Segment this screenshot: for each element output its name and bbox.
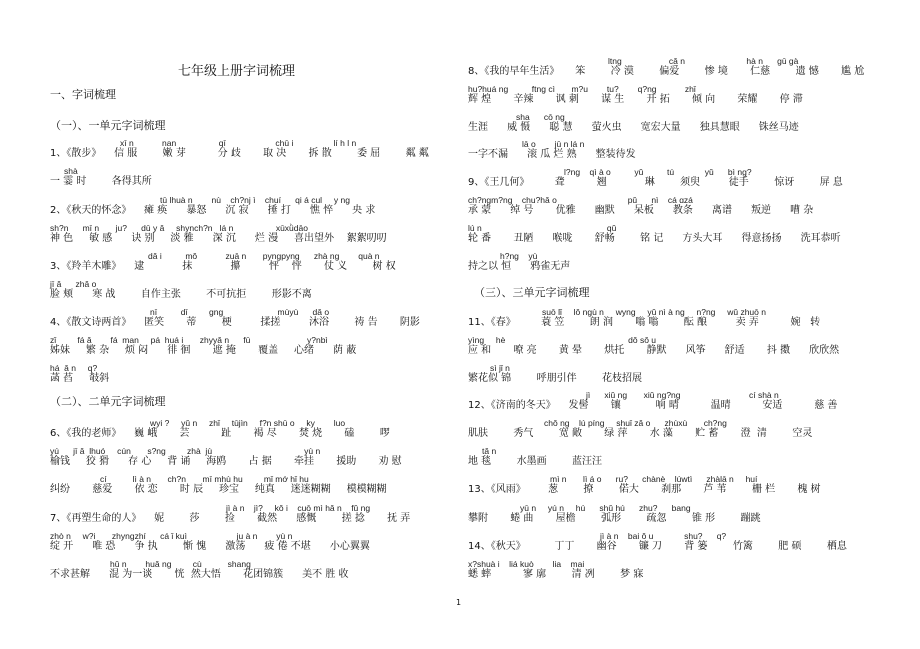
pinyin-line: lā o jū n lá n xyxy=(522,139,585,149)
word-line: 1、《散步》 信 服 嫩 芽 分 歧 取 决 拆 散 委 屈 粼 粼 xyxy=(50,148,429,159)
pinyin-line: zǐ fá ǎ fá man pá huá i zhyyǎ n fū y?nbì xyxy=(50,335,328,345)
pinyin-line: yú jī ǎ lhuó cún s?ng zhà jù yù n xyxy=(50,446,321,456)
word-line: 一字不漏 滚 瓜 烂 熟 整装待发 xyxy=(468,149,636,160)
pinyin-line: sh?n mī n ju? dū y ǎ shynch?n lá n xūxǜdāo xyxy=(50,223,308,233)
word-line: 菡 萏 攲斜 xyxy=(50,373,110,384)
pinyin-line: xī n nan qī chū i lí h l n xyxy=(120,138,357,148)
pinyin-line: jì xiǔ ng xiǔ ng?ng cí shà n xyxy=(586,390,779,400)
section-heading: 一、字词梳理 xyxy=(50,88,116,101)
word-line: 3、《羚羊木雕》 逮 抹 攥 怦 怦 仗 义 树 权 xyxy=(50,261,396,272)
pinyin-line: dǎ i mǒ zuā n pyngpyng zhà ng quà n xyxy=(148,251,380,261)
word-line: 榆钱 狡 猾 存 心 背 诵 海鸥 占 据 牵挂 援助 劝 慰 xyxy=(50,456,402,467)
word-line: 轮 番 丑陋 喉咙 舒畅 铭 记 方头大耳 得意扬扬 洗耳恭听 xyxy=(468,233,841,244)
pinyin-line: mì n lì á o ru? chànè lúwtì zhàlā n huí xyxy=(550,474,758,484)
pinyin-line: x?shuà i liá kuò lia mai xyxy=(468,559,585,569)
word-line: 11、《春》 蓑 笠 朗 润 嗡 嗡 酝 酿 卖 弄 婉 转 xyxy=(468,317,821,328)
word-line: 纠纷 慈爱 依 恋 时 辰 珍宝 纯真 迷迷糊糊 模模糊糊 xyxy=(50,484,387,495)
pinyin-line: nī dī gng mùyù dǎ o xyxy=(150,307,330,317)
subsection-heading-3: （三）、三单元字词梳理 xyxy=(474,286,590,299)
pinyin-line: yū n yú n hú shǔ hú zhu? bang xyxy=(520,503,691,513)
word-line: 6、《我的老师》 巍 峨 芸 趾 褐 尽 焚 烧 磕 啰 xyxy=(50,428,390,439)
pinyin-line: zhò n w?i zhyngzhí cá ǐ kuì ju à n yù n xyxy=(50,531,293,541)
right-column xyxy=(460,0,920,649)
word-line: 承 蒙 绰 号 优雅 幽默 呆板 教条 离谱 叛逆 嘈 杂 xyxy=(468,205,814,216)
word-line: 12、《济南的冬天》 发髻 镶 响 晴 温晴 安适 慈 善 xyxy=(468,400,838,411)
word-line: 肌肤 秀气 宽 敞 绿 萍 水 藻 贮 蓄 澄 清 空灵 xyxy=(468,428,813,439)
pinyin-line: tū lhuà n nù ch?nj ì chuí qi á cul y ng xyxy=(160,195,350,205)
word-line: 持之以 恒 鸦雀无声 xyxy=(468,261,571,272)
word-line: 神 色 敏 感 诀 别 淡 雅 深 沉 烂 漫 喜出望外 絮絮叨叨 xyxy=(50,233,387,244)
word-line: 辉 煌 辛辣 讽 刺 谋 生 开 拓 倾 向 荣耀 停 滞 xyxy=(468,94,803,105)
pinyin-line: h?ng yù xyxy=(500,251,538,261)
word-line: 4、《散文诗两首》 匿笑 蒂 梗 揉搓 沐浴 祷 告 阴影 xyxy=(50,317,420,328)
pinyin-line: jì à n jì? kǒ i cuō mì hǎ n fǔ ng xyxy=(226,503,371,513)
pinyin-line: wyi ? yǔ n zhǐ tūjìn f?n shū o ky luo xyxy=(150,418,346,428)
word-line: 应 和 嘹 亮 黄 晕 烘托 静默 风筝 舒适 抖 擞 欣欣然 xyxy=(468,345,840,356)
pinyin-line: tǎ n xyxy=(482,446,497,456)
word-line: 2、《秋天的怀念》 瘫 痪 暴怒 沉 寂 捶 打 憔 悴 央 求 xyxy=(50,205,376,216)
pinyin-line: chǒ ng lú píng shuǐ zǎ o zhùxù ch?ng xyxy=(544,418,727,428)
pinyin-line: hǔ n huǎ ng cù shang xyxy=(110,559,251,569)
pinyin-line: lú n qǔ xyxy=(468,223,617,233)
pinyin-line: sha cō ng xyxy=(516,112,565,122)
word-line: 9、《王几何》 聋 翘 琳 须臾 徒手 惊讶 屏 息 xyxy=(468,177,843,188)
pinyin-line: ch?ngm?ng chu?hǎ o pǔ nì cá ɑzá xyxy=(468,195,693,205)
subsection-heading-1: （一）、一单元字词梳理 xyxy=(50,119,166,132)
pinyin-line: shà xyxy=(64,166,78,176)
word-line: 13、《风雨》 葱 撩 偌大 刹那 芦 苇 栅 栏 槐 树 xyxy=(468,484,821,495)
pinyin-line: yìng hè dǒ sǒ u xyxy=(468,335,657,345)
pinyin-line: suō lǐ lǒ ngù n wyng yǔ nì à ng n?ng wǔ zhuō n xyxy=(542,307,766,317)
pinyin-line: cí lì à n ch?n mī mhù hu mǐ mớ hǐ hu xyxy=(100,474,309,484)
page-number: 1 xyxy=(456,598,462,607)
word-line: 生涯 威 慑 聪 慧 萤火虫 宽宏大量 独具慧眼 铢丝马迹 xyxy=(468,122,799,133)
word-line: 一 霎 时 各得其所 xyxy=(50,176,152,187)
pinyin-line: há ǎ n q? xyxy=(50,363,98,373)
page-title: 七年级上册字词梳理 xyxy=(178,64,296,79)
word-line: 地 毯 水墨画 蓝汪汪 xyxy=(468,456,603,467)
word-line: 蟋 蟀 寥 廓 清 冽 梦 寐 xyxy=(468,569,644,580)
word-line: 不求甚解 混 为一谈 恍 然大悟 花团锦簇 美不 胜 收 xyxy=(50,569,349,580)
word-line: 7、《再塑生命的人》 妮 莎 捡 截然 感慨 搓 捻 抚 弄 xyxy=(50,513,411,524)
pinyin-line: jī ǎ zhǎ o xyxy=(50,279,97,289)
word-line: 繁花似 锦 呼朋引伴 花枝招展 xyxy=(468,373,643,384)
pinyin-line: jì à n bai ǒ u shu? q? xyxy=(600,531,727,541)
pinyin-line: hu?huá ng ftng cì m?u tu? q?ng zhǐ xyxy=(468,84,696,94)
subsection-heading-2: （二）、二单元字词梳理 xyxy=(50,395,166,408)
pinyin-line: l?ng qì à o yǔ tú yǔ bì ng? xyxy=(564,167,752,177)
pinyin-line: sì jǐ n xyxy=(490,363,510,373)
word-line: 8、《我的早年生活》 笨 冷 漠 偏爱 惨 境 仁慈 遗 憾 尴 尬 xyxy=(468,66,865,77)
word-line: 攀附 蜷 曲 屋檐 弧形 疏忽 锥 形 蹦跳 xyxy=(468,513,761,524)
pinyin-line: ltng cǎ n hà n gū gà xyxy=(608,56,799,66)
word-line: 姊妹 繁 杂 烦 闷 徘 徊 遮 掩 覆盖 心绪 荫 蔽 xyxy=(50,345,357,356)
word-line: 绽 开 唯 恐 争 执 惭 愧 激荡 疲 倦 不堪 小心翼翼 xyxy=(50,541,370,552)
word-line: 脸 颊 寒 战 自作主张 不可抗拒 形影不离 xyxy=(50,289,312,300)
word-line: 14、《秋天》 丁丁 幽谷 镰 刀 背 篓 竹篱 肥 硕 栖息 xyxy=(468,541,847,552)
